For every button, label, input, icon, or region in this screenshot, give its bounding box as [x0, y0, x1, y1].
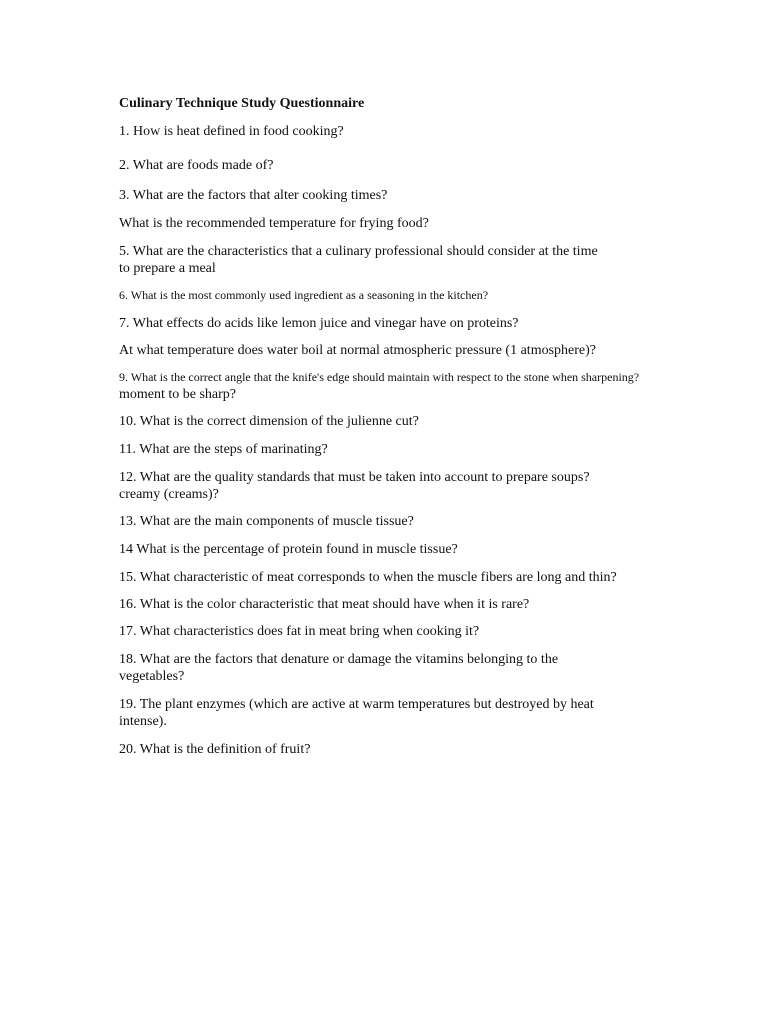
question-16: 16. What is the color characteristic that meat should have when it is rare?: [119, 597, 530, 612]
question-1: 1. How is heat defined in food cooking?: [119, 124, 344, 139]
question-2: 2. What are foods made of?: [119, 158, 274, 173]
question-5-line-2: to prepare a meal: [119, 261, 216, 276]
question-15: 15. What characteristic of meat corresponds to when the muscle fibers are long and thin?: [119, 570, 617, 585]
question-8: At what temperature does water boil at normal atmospheric pressure (1 atmosphere)?: [119, 343, 596, 358]
question-20: 20. What is the definition of fruit?: [119, 742, 311, 757]
question-19: [119, 696, 594, 730]
question-5: [119, 243, 598, 277]
question-5-line-1: 5. What are the characteristics that a culinary professional should consider at the time: [119, 244, 598, 259]
question-10: 10. What is the correct dimension of the julienne cut?: [119, 414, 419, 429]
question-18-line-1: 18. What are the factors that denature or damage the vitamins belonging to the: [119, 652, 559, 667]
question-18-line-2: vegetables?: [119, 669, 185, 684]
question-11: 11. What are the steps of marinating?: [119, 442, 328, 457]
question-9-line-1: 9. What is the correct angle that the knife's edge should maintain with respect to the stone when sharpening?: [119, 370, 640, 384]
question-13: 13. What are the main components of muscle tissue?: [119, 514, 414, 529]
question-18: [119, 651, 558, 685]
question-19-line-2: intense).: [119, 714, 167, 729]
question-6: 6. What is the most commonly used ingredient as a seasoning in the kitchen?: [119, 288, 489, 302]
question-17: 17. What characteristics does fat in meat bring when cooking it?: [119, 624, 480, 639]
question-3: 3. What are the factors that alter cooking times?: [119, 188, 388, 203]
question-9-line-2: moment to be sharp?: [119, 387, 237, 402]
page-title: Culinary Technique Study Questionnaire: [119, 96, 365, 111]
question-12: [119, 469, 590, 503]
question-14: 14 What is the percentage of protein found in muscle tissue?: [119, 542, 458, 557]
question-7: 7. What effects do acids like lemon juice and vinegar have on proteins?: [119, 316, 519, 331]
question-12-line-1: 12. What are the quality standards that must be taken into account to prepare soups?: [119, 470, 590, 485]
question-12-line-2: creamy (creams)?: [119, 487, 219, 502]
question-9: [119, 369, 639, 403]
question-19-line-1: 19. The plant enzymes (which are active at warm temperatures but destroyed by heat: [119, 697, 594, 712]
question-4: What is the recommended temperature for frying food?: [119, 216, 429, 231]
